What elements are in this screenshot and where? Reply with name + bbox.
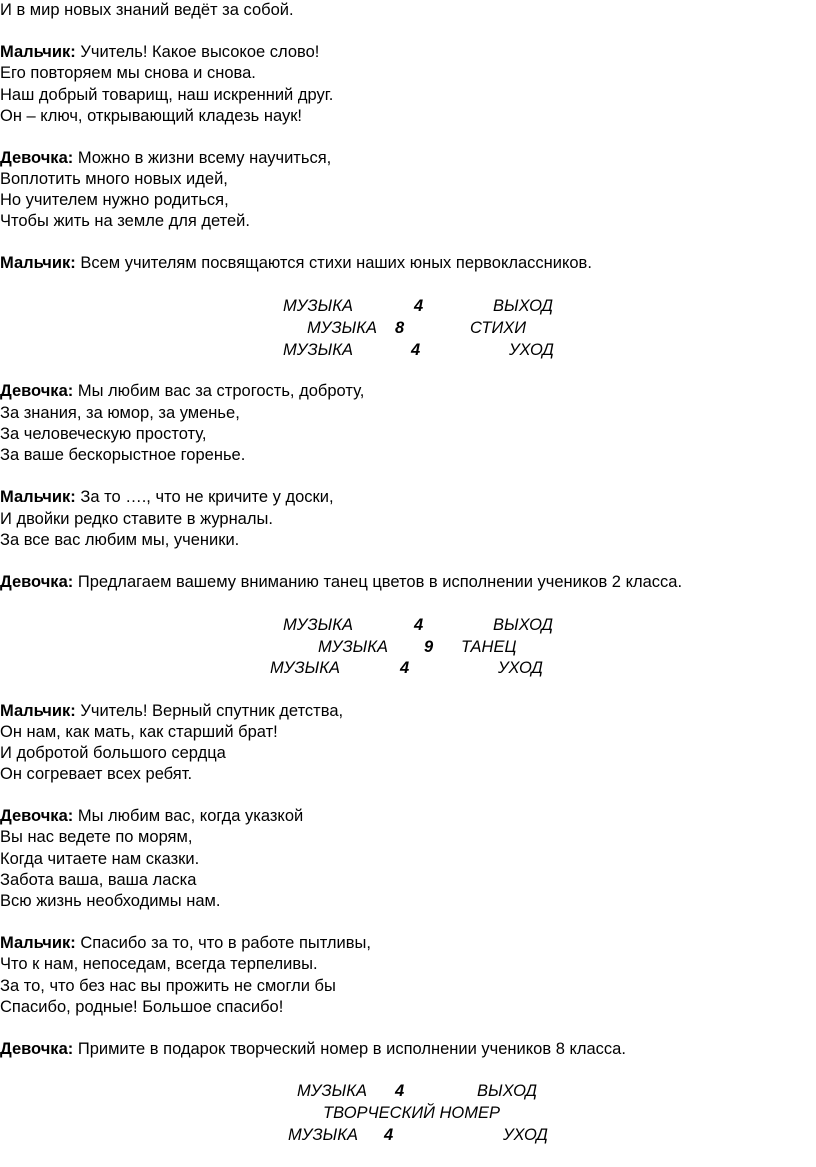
speaker-line: Мальчик: Всем учителям посвящаются стихи наших юных первоклассников.: [0, 254, 592, 272]
stage-cue: МУЗЫКА: [283, 616, 353, 634]
stage-number: 4: [395, 1082, 405, 1100]
stage-cue: МУЗЫКА: [297, 1082, 367, 1100]
stage-cue: ВЫХОД: [493, 297, 553, 315]
stage-cue: ВЫХОД: [493, 616, 553, 634]
stage-number: 8: [395, 319, 405, 337]
speaker-line: Мальчик: Спасибо за то, что в работе пытливы,: [0, 934, 371, 952]
speaker-label: Девочка:: [0, 382, 74, 400]
text-line: Когда читаете нам сказки.: [0, 850, 200, 868]
text-line: И добротой большого сердца: [0, 744, 226, 762]
speaker-line: Девочка: Мы любим вас, когда указкой: [0, 807, 304, 825]
text-line: За ваше бескорыстное горенье.: [0, 446, 246, 464]
speaker-label: Мальчик:: [0, 934, 76, 952]
stage-number: 4: [384, 1126, 394, 1144]
speaker-label: Девочка:: [0, 807, 74, 825]
speaker-line: Девочка: Мы любим вас за строгость, доброту,: [0, 382, 365, 400]
stage-number: 4: [400, 659, 410, 677]
stage-cue: УХОД: [509, 341, 554, 359]
speaker-label: Мальчик:: [0, 488, 76, 506]
text-line: Наш добрый товарищ, наш искренний друг.: [0, 86, 334, 104]
text-line: Он – ключ, открывающий кладезь наук!: [0, 107, 303, 125]
stage-number: 4: [411, 341, 421, 359]
text-line: Что к нам, непоседам, всегда терпеливы.: [0, 955, 318, 973]
speaker-line: Мальчик: Учитель! Верный спутник детства,: [0, 702, 344, 720]
text-line: И в мир новых знаний ведёт за собой.: [0, 1, 294, 19]
text-line: Он согревает всех ребят.: [0, 765, 193, 783]
stage-cue: МУЗЫКА: [307, 319, 377, 337]
stage-cue: УХОД: [503, 1126, 548, 1144]
speaker-line: Девочка: Примите в подарок творческий номер в исполнении учеников 8 класса.: [0, 1040, 626, 1058]
speaker-label: Девочка:: [0, 573, 74, 591]
stage-cue: МУЗЫКА: [270, 659, 340, 677]
text-line: Его повторяем мы снова и снова.: [0, 64, 256, 82]
text-line: Вы нас ведете по морям,: [0, 828, 193, 846]
text-line: Чтобы жить на земле для детей.: [0, 212, 250, 230]
speaker-label: Мальчик:: [0, 702, 76, 720]
stage-cue: СТИХИ: [470, 319, 527, 337]
text-line: Всю жизнь необходимы нам.: [0, 892, 221, 910]
stage-number: 4: [414, 297, 424, 315]
text-line: Он нам, как мать, как старший брат!: [0, 723, 278, 741]
text-line: За знания, за юмор, за уменье,: [0, 404, 240, 422]
stage-number: 9: [424, 638, 434, 656]
text-line: Спасибо, родные! Большое спасибо!: [0, 998, 284, 1016]
speaker-line: Мальчик: Учитель! Какое высокое слово!: [0, 43, 320, 61]
speaker-label: Девочка:: [0, 149, 74, 167]
speaker-line: Девочка: Предлагаем вашему вниманию танец цветов в исполнении учеников 2 класса.: [0, 573, 683, 591]
text-line: За то, что без нас вы прожить не смогли бы: [0, 977, 336, 995]
stage-cue: МУЗЫКА: [283, 341, 353, 359]
text-line: Воплотить много новых идей,: [0, 170, 228, 188]
text-line: И двойки редко ставите в журналы.: [0, 510, 273, 528]
speaker-label: Девочка:: [0, 1040, 74, 1058]
stage-cue: УХОД: [498, 659, 543, 677]
stage-cue: МУЗЫКА: [283, 297, 353, 315]
speaker-line: Мальчик: За то …., что не кричите у доски,: [0, 488, 334, 506]
speaker-line: Девочка: Можно в жизни всему научиться,: [0, 149, 332, 167]
stage-cue: ТАНЕЦ: [461, 638, 517, 656]
text-line: Забота ваша, ваша ласка: [0, 871, 197, 889]
stage-cue: ТВОРЧЕСКИЙ НОМЕР: [323, 1104, 501, 1122]
speaker-label: Мальчик:: [0, 254, 76, 272]
text-line: Но учителем нужно родиться,: [0, 191, 229, 209]
stage-cue: МУЗЫКА: [288, 1126, 358, 1144]
stage-cue: МУЗЫКА: [318, 638, 388, 656]
stage-number: 4: [414, 616, 424, 634]
text-line: За человеческую простоту,: [0, 425, 207, 443]
speaker-label: Мальчик:: [0, 43, 76, 61]
text-line: За все вас любим мы, ученики.: [0, 531, 240, 549]
stage-cue: ВЫХОД: [477, 1082, 537, 1100]
